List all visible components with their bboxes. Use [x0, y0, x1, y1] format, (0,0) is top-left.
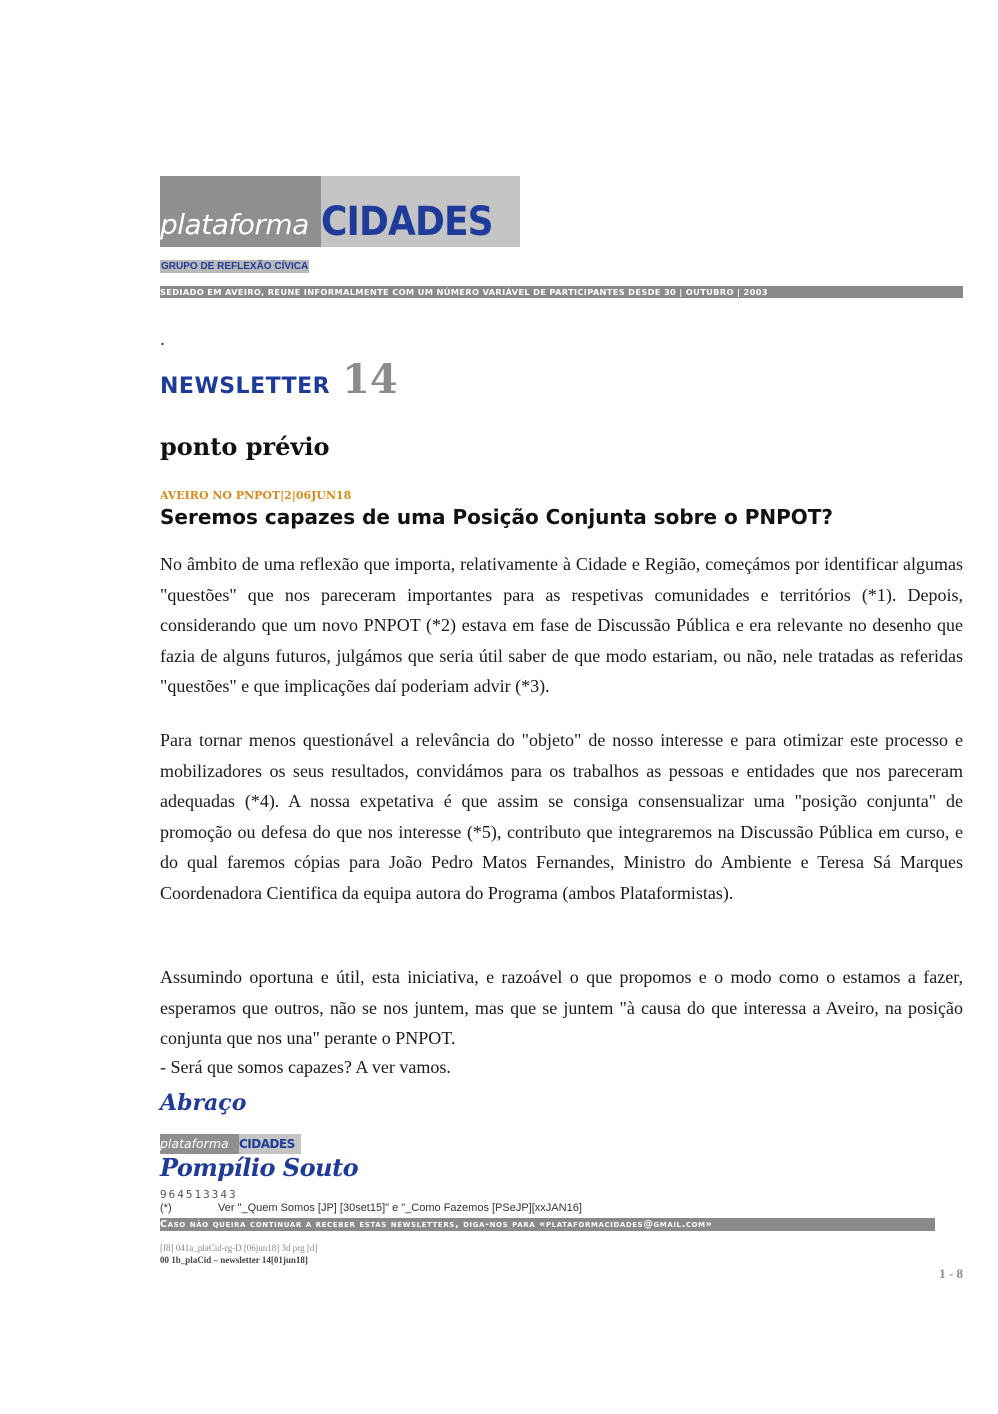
small-logo-word-cidades: CIDADES	[239, 1134, 301, 1154]
headline: Seremos capazes de uma Posição Conjunta sobre o PNPOT?	[160, 505, 834, 529]
signature: Pompílio Souto	[160, 1153, 359, 1182]
reference-line-1: [f8] 041a_plaCid-rg-D [06jun18] 3d prg [d]	[160, 1243, 318, 1253]
logo-word-cidades: CIDADES	[321, 199, 493, 245]
unsubscribe-banner: Caso não queira continuar a receber estas newsletters, diga-nos para «plataformacidades@gmail.com»	[160, 1218, 935, 1231]
footnote-marker: (*)	[160, 1202, 172, 1214]
paragraph-4: - Será que somos capazes? A ver vamos.	[160, 1057, 451, 1077]
small-logo	[160, 1134, 301, 1154]
logo-word-plataforma: plataforma	[160, 208, 309, 241]
phone-number: 964513343	[160, 1188, 238, 1201]
paragraph-3: Assumindo oportuna e útil, esta iniciativa, e razoável o que propomos e o modo como o estamos a fazer, esperamos que outros, não se nos juntem, mas que se juntem "à causa do que interessa a Aveiro, na posição conjunta que nos una" perante o PNPOT.	[160, 967, 963, 1048]
paragraph-2: Para tornar menos questionável a relevância do "objeto" de nosso interesse e para otimizar este processo e mobilizadores os seus resultados, convidámos para os trabalhos as pessoas e entidades que nos pareceram adequadas (*4). A nossa expetativa é que assim se consiga consensualizar uma "posição conjunta" de promoção ou defesa do que nos interesse (*5), contributo que integraremos na Discussão Pública em curso, e do qual faremos cópias para João Pedro Matos Fernandes, Ministro do Ambiente e Teresa Sá Marques Coordenadora Cientifica da equipa autora do Programa (ambos Plataformistas).	[160, 730, 963, 903]
since-banner: SEDIADO EM AVEIRO, REUNE INFORMALMENTE COM UM NÚMERO VARIÁVEL DE PARTICIPANTES DESDE 30 | OUTUBRO | 2003	[160, 286, 963, 298]
newsletter-heading	[160, 356, 398, 403]
footnote-text: Ver "_Quem Somos [JP] [30set15]" e "_Como Fazemos [PSeJP][xxJAN16]	[218, 1202, 582, 1214]
tagline: AVEIRO NO PNPOT|2|06JUN18	[160, 489, 352, 502]
group-label: GRUPO DE REFLEXÃO CÍVICA	[161, 261, 309, 272]
dot-mark: .	[160, 330, 166, 349]
newsletter-number: 14	[342, 356, 398, 403]
closing-greeting: Abraço	[160, 1090, 247, 1116]
plataforma-cidades-logo	[160, 176, 520, 247]
small-logo-word-plataforma: plataforma	[160, 1134, 239, 1154]
page-number: 1 - 8	[939, 1266, 963, 1281]
footnote	[160, 1202, 582, 1214]
newsletter-label: NEWSLETTER	[160, 374, 331, 399]
section-title: ponto prévio	[160, 432, 330, 461]
paragraph-1: No âmbito de uma reflexão que importa, relativamente à Cidade e Região, começámos por identificar algumas "questões" que nos pareceram importantes para as respetivas comunidades e territórios (*1). Depois, considerando que um novo PNPOT (*2) estava em fase de Discussão Pública e era relevante no desenho que fazia de alguns futuros, julgámos que seria útil saber de que modo estariam, ou não, nele tratadas as referidas "questões" e que implicações daí poderiam advir (*3).	[160, 554, 963, 696]
reference-line-2: 00 1b_plaCid – newsletter 14[01jun18]	[160, 1255, 308, 1265]
